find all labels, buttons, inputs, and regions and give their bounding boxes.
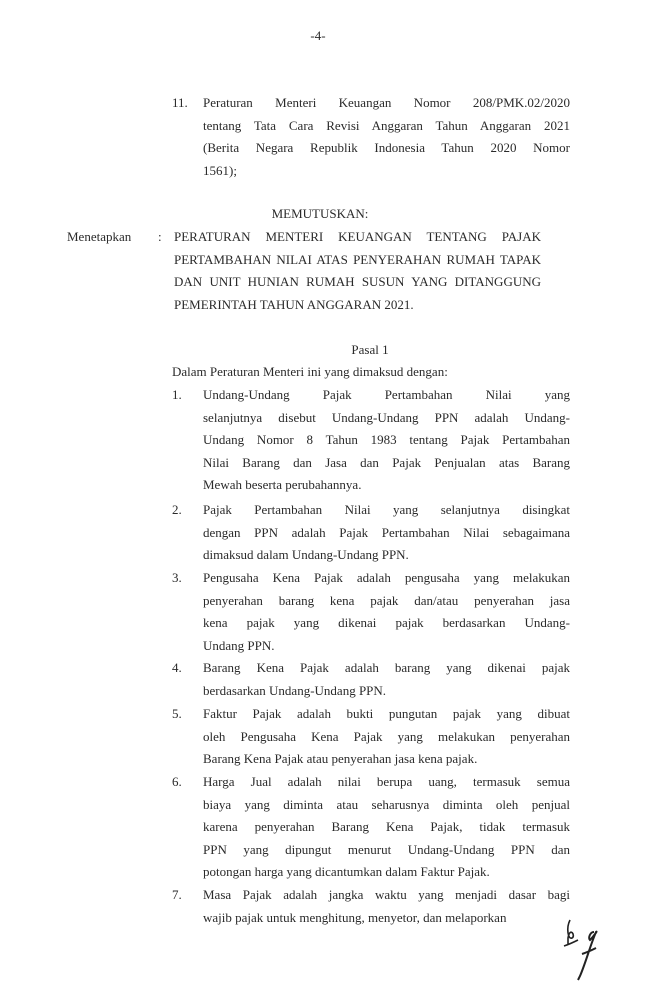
definition-item-line: dimaksud dalam Undang-Undang PPN. xyxy=(203,547,409,563)
definition-item-line: wajib pajak untuk menghitung, menyetor, dan melaporkan xyxy=(203,909,507,925)
definition-item-line: Pengusaha Kena Pajak adalah pengusaha yang melakukan xyxy=(203,570,570,585)
list-item-11-line: 1561); xyxy=(203,162,237,178)
page-number: -4- xyxy=(310,28,326,43)
definition-item-line: Nilai Barang dan Jasa dan Pajak Penjualan atas Barang xyxy=(203,454,570,470)
list-item-11-number: 11. xyxy=(172,95,188,110)
menetapkan-text-line: DAN UNIT HUNIAN RUMAH SUSUN YANG DITANGGUNG xyxy=(174,274,541,290)
definition-item-line: potongan harga yang dicantumkan dalam Faktur Pajak. xyxy=(203,864,490,880)
definition-item-line: Pajak Pertambahan Nilai yang selanjutnya disingkat xyxy=(203,502,570,517)
definition-item-line: Undang Nomor 8 Tahun 1983 tentang Pajak Pertambahan xyxy=(203,432,570,448)
definition-item-number: 5. xyxy=(172,706,182,721)
menetapkan-colon: : xyxy=(158,229,162,244)
definition-item-line: Harga Jual adalah nilai berupa uang, termasuk semua xyxy=(203,774,570,789)
article-title: Pasal 1 xyxy=(351,342,389,357)
definition-item-line: oleh Pengusaha Kena Pajak yang melakukan penyerahan xyxy=(203,728,570,744)
menetapkan-text-line: PERATURAN MENTERI KEUANGAN TENTANG PAJAK xyxy=(174,229,541,244)
definition-item-line: Barang Kena Pajak adalah barang yang dikenai pajak xyxy=(203,660,570,675)
signature-initials xyxy=(560,918,610,984)
definition-item-line: selanjutnya disebut Undang-Undang PPN adalah Undang- xyxy=(203,409,570,425)
article-intro: Dalam Peraturan Menteri ini yang dimaksud dengan: xyxy=(172,364,448,379)
definition-item-line: biaya yang diminta atau seharusnya diminta oleh penjual xyxy=(203,796,570,812)
definition-item-line: karena penyerahan Barang Kena Pajak, tidak termasuk xyxy=(203,819,570,835)
list-item-11-line: tentang Tata Cara Revisi Anggaran Tahun Anggaran 2021 xyxy=(203,117,570,133)
definition-item-line: Undang-Undang Pajak Pertambahan Nilai yang xyxy=(203,387,570,402)
definition-item-line: Faktur Pajak adalah bukti pungutan pajak yang dibuat xyxy=(203,706,570,721)
list-item-11-line: (Berita Negara Republik Indonesia Tahun 2020 Nomor xyxy=(203,140,570,156)
definition-item-number: 4. xyxy=(172,660,182,675)
definition-item-line: Masa Pajak adalah jangka waktu yang menjadi dasar bagi xyxy=(203,887,570,902)
definition-item-number: 6. xyxy=(172,774,182,789)
menetapkan-text-line: PEMERINTAH TAHUN ANGGARAN 2021. xyxy=(174,296,414,312)
definition-item-line: Barang Kena Pajak atau penyerahan jasa kena pajak. xyxy=(203,751,478,767)
definition-item-line: Undang PPN. xyxy=(203,637,275,653)
definition-item-line: PPN yang dipungut menurut Undang-Undang PPN dan xyxy=(203,841,570,857)
definition-item-line: kena pajak yang dikenai pajak berdasarkan Undang- xyxy=(203,615,570,631)
menetapkan-text-line: PERTAMBAHAN NILAI ATAS PENYERAHAN RUMAH TAPAK xyxy=(174,251,541,267)
definition-item-number: 7. xyxy=(172,887,182,902)
menetapkan-label: Menetapkan xyxy=(67,229,132,244)
decision-heading: MEMUTUSKAN: xyxy=(271,206,369,221)
definition-item-number: 1. xyxy=(172,387,182,402)
list-item-11-line: Peraturan Menteri Keuangan Nomor 208/PMK.02/2020 xyxy=(203,95,570,110)
definition-item-number: 2. xyxy=(172,502,182,517)
definition-item-line: penyerahan barang kena pajak dan/atau penyerahan jasa xyxy=(203,592,570,608)
definition-item-line: berdasarkan Undang-Undang PPN. xyxy=(203,682,387,698)
definition-item-number: 3. xyxy=(172,570,182,585)
definition-item-line: Mewah beserta perubahannya. xyxy=(203,477,362,493)
definition-item-line: dengan PPN adalah Pajak Pertambahan Nilai sebagaimana xyxy=(203,524,570,540)
